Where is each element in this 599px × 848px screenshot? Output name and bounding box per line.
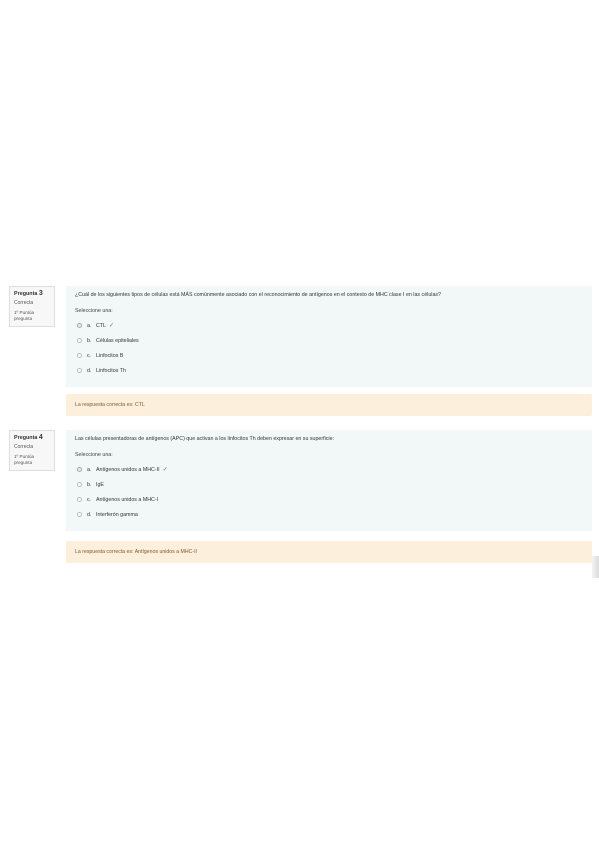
question-state: Correcta [14, 444, 34, 450]
answer-option-a[interactable] [75, 318, 592, 333]
feedback-text: La respuesta correcta es: CTL [75, 402, 145, 408]
question-state: Correcta [14, 300, 34, 306]
page-edge-shadow [592, 556, 599, 578]
check-icon: ✓ [109, 323, 115, 329]
question-number-value: 3 [38, 290, 43, 297]
feedback-box [66, 394, 592, 416]
option-letter: d. [87, 367, 92, 374]
option-letter: d. [87, 511, 92, 518]
question-number [14, 434, 51, 441]
option-letter: c. [87, 496, 92, 503]
question-content [66, 286, 592, 387]
radio-icon[interactable] [77, 368, 82, 373]
answer-option-d[interactable] [75, 507, 592, 522]
answer-option-b[interactable] [75, 333, 592, 348]
radio-icon[interactable] [77, 338, 82, 343]
question-info [9, 430, 55, 471]
feedback-text: La respuesta correcta es: Antígenos unidos a MHC-II [75, 549, 197, 555]
option-text: Células epiteliales [96, 337, 139, 344]
answer-list [75, 318, 592, 378]
question-label: Pregunta [14, 435, 38, 441]
radio-icon[interactable] [77, 467, 82, 472]
option-text: Linfocitos Th [96, 367, 126, 374]
question-number [14, 290, 51, 297]
flag-question-link[interactable]: 1º Puntúa pregunta [14, 454, 35, 465]
question-text: Las células presentadoras de antígenos (APC) que activan a los linfocitos Th deben expresar en su superficie: [75, 436, 335, 442]
question-label: Pregunta [14, 291, 38, 297]
check-icon: ✓ [162, 467, 168, 473]
answer-prompt: Seleccione una: [75, 452, 113, 458]
radio-icon[interactable] [77, 512, 82, 517]
radio-icon[interactable] [77, 497, 82, 502]
answer-option-a[interactable] [75, 462, 592, 477]
radio-icon[interactable] [77, 323, 82, 328]
question-info [9, 286, 55, 327]
option-text: CTL [96, 322, 107, 329]
question-content [66, 430, 592, 531]
option-letter: b. [87, 337, 92, 344]
option-text: IgE [96, 481, 104, 488]
answer-option-c[interactable] [75, 492, 592, 507]
radio-icon[interactable] [77, 353, 82, 358]
radio-icon[interactable] [77, 482, 82, 487]
answer-option-d[interactable] [75, 363, 592, 378]
answer-prompt: Seleccione una: [75, 308, 113, 314]
flag-question-link[interactable]: 1º Puntúa pregunta [14, 310, 35, 321]
answer-option-b[interactable] [75, 477, 592, 492]
option-letter: a. [87, 322, 92, 329]
question-number-value: 4 [38, 434, 43, 441]
answer-list [75, 462, 592, 522]
feedback-box [66, 541, 592, 563]
option-letter: a. [87, 466, 92, 473]
option-letter: b. [87, 481, 92, 488]
option-text: Antígenos unidos a MHC-I [96, 496, 159, 503]
option-letter: c. [87, 352, 92, 359]
option-text: Interferón gamma [96, 511, 138, 518]
question-text: ¿Cuál de los siguientes tipos de células está MÁS comúnmente asociado con el reconocimiento de antígenos en el contexto de MHC clase I en las células? [75, 292, 441, 298]
option-text: Linfocitos B [96, 352, 124, 359]
option-text: Antígenos unidos a MHC-II [96, 466, 160, 473]
answer-option-c[interactable] [75, 348, 592, 363]
